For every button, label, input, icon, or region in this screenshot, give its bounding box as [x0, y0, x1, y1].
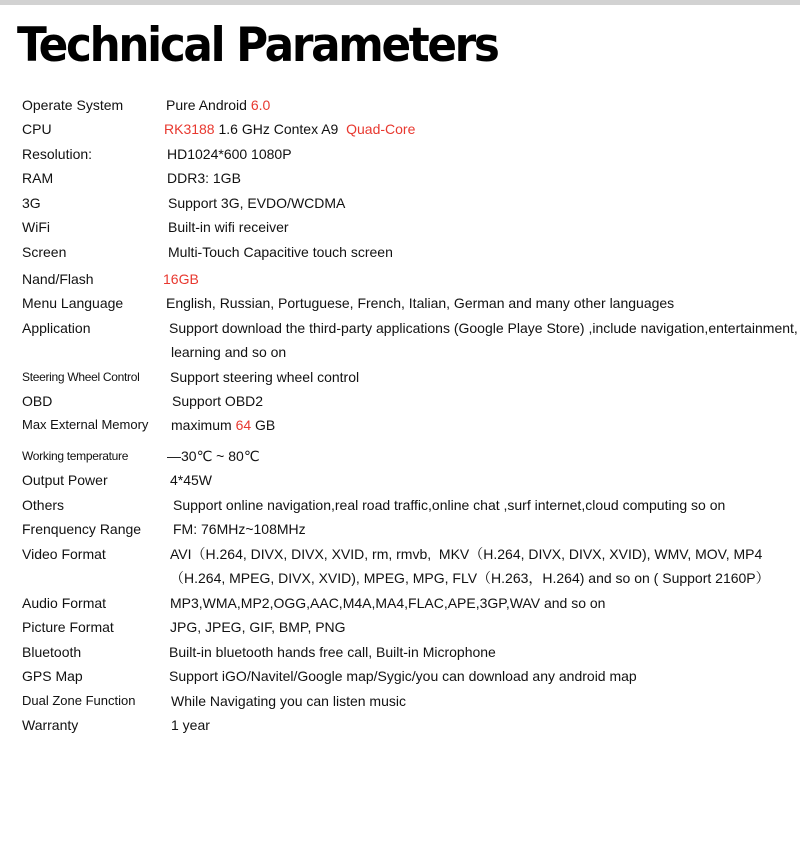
param-value	[163, 267, 199, 291]
value-text: 4*45W	[170, 472, 213, 488]
value-text: Pure Android	[166, 97, 251, 113]
param-value	[171, 689, 406, 713]
value-text: GB	[251, 417, 276, 433]
value-text: Support steering wheel control	[170, 369, 360, 385]
param-value	[170, 468, 212, 492]
param-label: Audio Format	[22, 595, 107, 611]
param-value	[167, 166, 241, 190]
param-label: Application	[22, 320, 91, 336]
param-value	[170, 591, 605, 615]
param-value	[167, 142, 292, 166]
value-text: —30℃ ~ 80℃	[167, 448, 260, 464]
page-title: Technical Parameters	[17, 18, 498, 73]
value-text: AVI（H.264, DIVX, DIVX, XVID, rm, rmvb, MKV（H.264, DIVX, DIVX, XVID), WMV, MOV, MP4	[170, 546, 763, 562]
param-value	[172, 389, 263, 413]
param-label: Bluetooth	[22, 644, 82, 660]
value-text: DDR3: 1GB	[167, 170, 241, 186]
param-label: Dual Zone Function	[22, 693, 136, 708]
param-value	[168, 215, 289, 239]
param-label: Frenquency Range	[22, 521, 142, 537]
param-value	[170, 542, 762, 566]
highlighted-value: RK3188	[164, 121, 215, 137]
value-text: JPG, JPEG, GIF, BMP, PNG	[170, 619, 346, 635]
param-label: RAM	[22, 170, 54, 186]
param-label: Working temperature	[22, 449, 129, 463]
value-text: Multi-Touch Capacitive touch screen	[168, 244, 393, 260]
value-text: Built-in wifi receiver	[168, 219, 289, 235]
value-text: While Navigating you can listen music	[171, 693, 406, 709]
param-label: CPU	[22, 121, 52, 137]
highlighted-value: 6.0	[250, 97, 271, 113]
param-label: 3G	[22, 195, 41, 211]
param-value	[170, 566, 770, 590]
param-value	[171, 713, 210, 737]
param-value	[170, 365, 359, 389]
param-label: Resolution:	[22, 146, 93, 162]
param-label: Picture Format	[22, 619, 114, 635]
param-value	[170, 615, 346, 639]
param-value	[169, 640, 496, 664]
highlighted-value: 16GB	[163, 271, 199, 287]
param-value	[169, 316, 798, 340]
value-text: 1.6 GHz Contex A9	[214, 121, 347, 137]
param-value	[171, 413, 275, 437]
param-label: Screen	[22, 244, 67, 260]
param-label: Others	[22, 497, 65, 513]
param-label: Max External Memory	[22, 417, 149, 432]
value-text: Support download the third-party applications (Google Playe Store) ,include navigation,entertainment,	[169, 320, 798, 336]
value-text: English, Russian, Portuguese, French, Italian, German and many other languages	[166, 295, 675, 311]
param-value	[169, 664, 637, 688]
param-label: Output Power	[22, 472, 108, 488]
value-text: maximum	[171, 417, 236, 433]
value-text: FM: 76MHz~108MHz	[173, 521, 306, 537]
param-label: Operate System	[22, 97, 124, 113]
param-value	[168, 240, 393, 264]
highlighted-value: Quad-Core	[346, 121, 416, 137]
value-text: Support OBD2	[172, 393, 264, 409]
param-value	[166, 93, 270, 117]
param-value	[168, 191, 345, 215]
highlighted-value: 64	[235, 417, 252, 433]
value-text: learning and so on	[171, 344, 287, 360]
value-text: （H.264, MPEG, DIVX, XVID), MPEG, MPG, FLV（H.263，H.264) and so on ( Support 2160P）	[170, 570, 770, 586]
param-label: OBD	[22, 393, 53, 409]
value-text: 1 year	[171, 717, 210, 733]
value-text: HD1024*600 1080P	[167, 146, 292, 162]
param-value	[173, 493, 725, 517]
param-value	[166, 291, 674, 315]
param-label: Menu Language	[22, 295, 124, 311]
param-label: WiFi	[22, 219, 50, 235]
param-value	[173, 517, 306, 541]
param-value	[171, 340, 286, 364]
param-label: Steering Wheel Control	[22, 370, 140, 384]
value-text: Built-in bluetooth hands free call, Built-in Microphone	[169, 644, 496, 660]
param-label: Nand/Flash	[22, 271, 94, 287]
value-text: Support iGO/Navitel/Google map/Sygic/you can download any android map	[169, 668, 637, 684]
value-text: Support online navigation,real road traffic,online chat ,surf internet,cloud computing so on	[173, 497, 726, 513]
param-label: GPS Map	[22, 668, 83, 684]
param-value	[164, 117, 415, 141]
value-text: Support 3G, EVDO/WCDMA	[168, 195, 346, 211]
param-label: Warranty	[22, 717, 79, 733]
param-value	[167, 444, 260, 468]
value-text: MP3,WMA,MP2,OGG,AAC,M4A,MA4,FLAC,APE,3GP,WAV and so on	[170, 595, 606, 611]
param-label: Video Format	[22, 546, 106, 562]
